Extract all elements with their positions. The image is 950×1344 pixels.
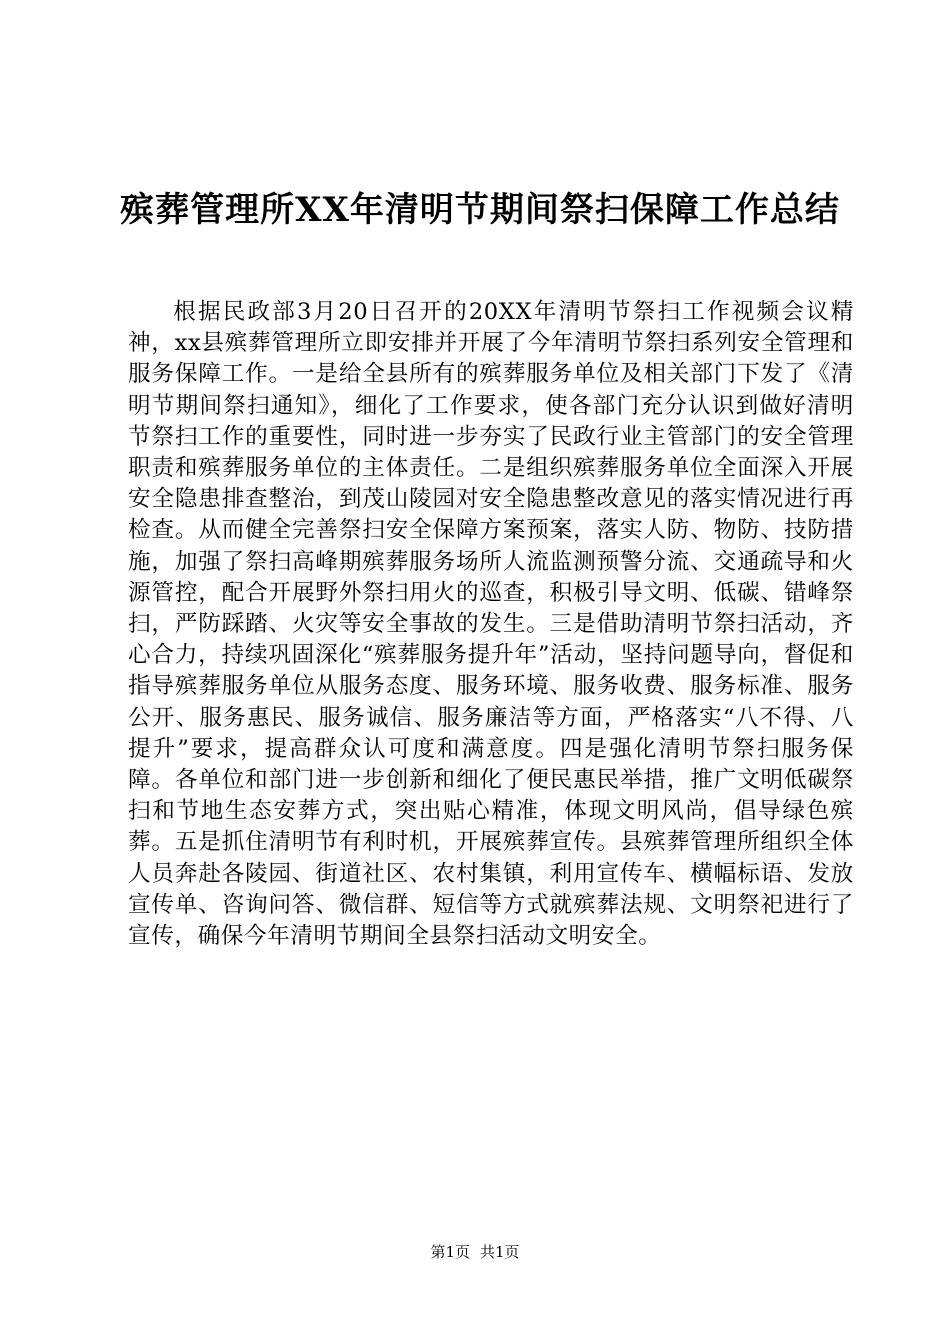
page-number-current: 第1页 bbox=[430, 1243, 470, 1261]
document-body-paragraph: 根据民政部3月20日召开的20XX年清明节祭扫工作视频会议精神，xx县殡葬管理所立即安排并开展了今年清明节祭扫系列安全管理和服务保障工作。一是给全县所有的殡葬服务单位及相关部门下发了《清明节期间祭扫通知》，细化了工作要求，使各部门充分认识到做好清明节祭扫工作的重要性，同时进一步夯实了民政行业主管部门的安全管理职责和殡葬服务单位的主体责任。二是组织殡葬服务单位全面深入开展安全隐患排查整治，到茂山陵园对安全隐患整改意见的落实情况进行再检查。从而健全完善祭扫安全保障方案预案，落实人防、物防、技防措施，加强了祭扫高峰期殡葬服务场所人流监测预警分流、交通疏导和火源管控，配合开展野外祭扫用火的巡查，积极引导文明、低碳、错峰祭扫，严防踩踏、火灾等安全事故的发生。三是借助清明节祭扫活动，齐心合力，持续巩固深化“殡葬服务提升年”活动，坚持问题导向，督促和指导殡葬服务单位从服务态度、服务环境、服务收费、服务标准、服务公开、服务惠民、服务诚信、服务廉洁等方面，严格落实“八不得、八提升”要求，提高群众认可度和满意度。四是强化清明节祭扫服务保障。各单位和部门进一步创新和细化了便民惠民举措，推广文明低碳祭扫和节地生态安葬方式，突出贴心精准，体现文明风尚，倡导绿色殡葬。五是抓住清明节有利时机，开展殡葬宣传。县殡葬管理所组织全体人员奔赴各陵园、街道社区、农村集镇，利用宣传车、横幅标语、发放宣传单、咨询问答、微信群、短信等方式就殡葬法规、文明祭祀进行了宣传，确保今年清明节期间全县祭扫活动文明安全。 bbox=[128, 299, 854, 950]
page-footer bbox=[0, 1242, 950, 1262]
page-number-total: 共1页 bbox=[480, 1243, 520, 1261]
document-title: 殡葬管理所XX年清明节期间祭扫保障工作总结 bbox=[120, 190, 840, 230]
